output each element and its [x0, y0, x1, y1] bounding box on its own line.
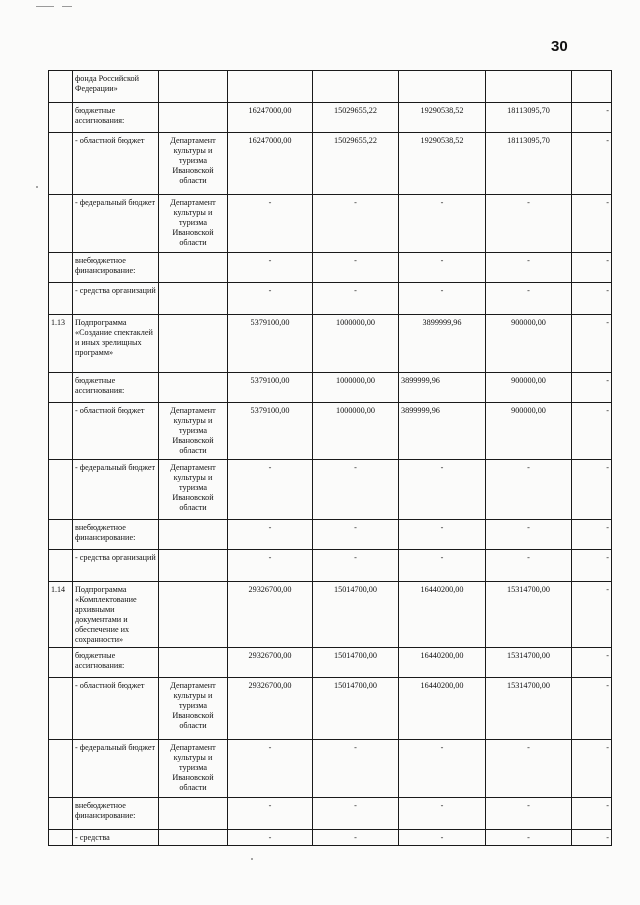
value-4: 18113095,70 — [486, 133, 572, 195]
value-1: - — [228, 520, 313, 550]
item-name: фонда Российской Федерации» — [73, 71, 159, 103]
table-row — [49, 798, 612, 830]
value-2: 1000000,00 — [313, 403, 399, 460]
value-5: - — [572, 315, 612, 373]
value-5: - — [572, 520, 612, 550]
row-number: 1.14 — [49, 582, 73, 648]
table-row — [49, 550, 612, 582]
value-4: 900000,00 — [486, 315, 572, 373]
item-name: Подпрограмма «Комплектование архивными документами и обеспечение их сохранности» — [73, 582, 159, 648]
executor: Департамент культуры и туризма Ивановской области — [159, 195, 228, 253]
value-4: 15314700,00 — [486, 582, 572, 648]
table-row — [49, 830, 612, 846]
value-1: - — [228, 195, 313, 253]
value-3: 3899999,96 — [399, 315, 486, 373]
item-name: бюджетные ассигнования: — [73, 373, 159, 403]
scan-mark — [36, 6, 54, 7]
item-name: - областной бюджет — [73, 403, 159, 460]
row-number — [49, 253, 73, 283]
executor: Департамент культуры и туризма Ивановской области — [159, 460, 228, 520]
executor — [159, 71, 228, 103]
value-1: 29326700,00 — [228, 648, 313, 678]
value-5: - — [572, 133, 612, 195]
value-3: - — [399, 550, 486, 582]
value-2: 15014700,00 — [313, 678, 399, 740]
value-1: 29326700,00 — [228, 678, 313, 740]
row-number — [49, 403, 73, 460]
value-4: - — [486, 550, 572, 582]
row-number — [49, 103, 73, 133]
value-5: - — [572, 403, 612, 460]
item-name: внебюджетное финансирование: — [73, 253, 159, 283]
page-number: 30 — [551, 38, 568, 55]
value-5: - — [572, 550, 612, 582]
row-number — [49, 520, 73, 550]
executor — [159, 283, 228, 315]
value-3: - — [399, 283, 486, 315]
row-number — [49, 678, 73, 740]
value-4: - — [486, 460, 572, 520]
table-row — [49, 253, 612, 283]
value-4: - — [486, 740, 572, 798]
row-number — [49, 648, 73, 678]
executor — [159, 830, 228, 846]
value-5: - — [572, 283, 612, 315]
value-3: - — [399, 830, 486, 846]
value-1: 29326700,00 — [228, 582, 313, 648]
table-row — [49, 195, 612, 253]
value-2: - — [313, 798, 399, 830]
value-2: - — [313, 460, 399, 520]
table-row — [49, 315, 612, 373]
value-2: - — [313, 520, 399, 550]
executor — [159, 373, 228, 403]
value-1: - — [228, 253, 313, 283]
value-5: - — [572, 798, 612, 830]
executor — [159, 648, 228, 678]
value-1 — [228, 71, 313, 103]
value-3: 19290538,52 — [399, 103, 486, 133]
value-2: - — [313, 253, 399, 283]
row-number — [49, 830, 73, 846]
executor — [159, 253, 228, 283]
value-4: 15314700,00 — [486, 678, 572, 740]
value-3: - — [399, 740, 486, 798]
value-4: 18113095,70 — [486, 103, 572, 133]
value-1: - — [228, 798, 313, 830]
item-name: - средства организаций — [73, 283, 159, 315]
table-row — [49, 133, 612, 195]
value-2: - — [313, 550, 399, 582]
value-4: - — [486, 520, 572, 550]
table-row — [49, 403, 612, 460]
value-4: 15314700,00 — [486, 648, 572, 678]
executor — [159, 550, 228, 582]
table-row — [49, 648, 612, 678]
value-2 — [313, 71, 399, 103]
item-name: внебюджетное финансирование: — [73, 798, 159, 830]
row-number — [49, 373, 73, 403]
table-row — [49, 373, 612, 403]
executor — [159, 798, 228, 830]
value-1: 5379100,00 — [228, 373, 313, 403]
value-5: - — [572, 195, 612, 253]
value-3: - — [399, 798, 486, 830]
value-5: - — [572, 582, 612, 648]
item-name: бюджетные ассигнования: — [73, 103, 159, 133]
executor: Департамент культуры и туризма Ивановской области — [159, 678, 228, 740]
table-row — [49, 520, 612, 550]
row-number — [49, 71, 73, 103]
table-row — [49, 740, 612, 798]
table-row — [49, 678, 612, 740]
value-2: 15014700,00 — [313, 582, 399, 648]
value-3: - — [399, 520, 486, 550]
item-name: Подпрограмма «Создание спектаклей и иных зрелищных программ» — [73, 315, 159, 373]
row-number — [49, 550, 73, 582]
item-name: бюджетные ассигнования: — [73, 648, 159, 678]
value-2: 15014700,00 — [313, 648, 399, 678]
value-2: 15029655,22 — [313, 103, 399, 133]
value-2: - — [313, 195, 399, 253]
row-number — [49, 798, 73, 830]
table-row — [49, 103, 612, 133]
value-5: - — [572, 740, 612, 798]
executor: Департамент культуры и туризма Ивановской области — [159, 740, 228, 798]
row-number — [49, 460, 73, 520]
item-name: - средства — [73, 830, 159, 846]
value-1: - — [228, 740, 313, 798]
value-2: 15029655,22 — [313, 133, 399, 195]
row-number — [49, 195, 73, 253]
executor — [159, 520, 228, 550]
value-5: - — [572, 253, 612, 283]
value-4: - — [486, 830, 572, 846]
table-row — [49, 71, 612, 103]
value-1: - — [228, 460, 313, 520]
value-3: 16440200,00 — [399, 648, 486, 678]
executor — [159, 582, 228, 648]
value-5: - — [572, 648, 612, 678]
item-name: - федеральный бюджет — [73, 740, 159, 798]
value-3: - — [399, 195, 486, 253]
item-name: - федеральный бюджет — [73, 460, 159, 520]
value-1: - — [228, 830, 313, 846]
value-3: 3899999,96 — [399, 403, 486, 460]
value-2: 1000000,00 — [313, 373, 399, 403]
value-2: - — [313, 740, 399, 798]
table-row — [49, 460, 612, 520]
value-4: - — [486, 195, 572, 253]
value-5: - — [572, 830, 612, 846]
value-3: 16440200,00 — [399, 582, 486, 648]
table-row — [49, 582, 612, 648]
value-5: - — [572, 460, 612, 520]
scan-mark — [251, 858, 253, 860]
row-number — [49, 740, 73, 798]
value-1: - — [228, 550, 313, 582]
value-3: 16440200,00 — [399, 678, 486, 740]
value-4 — [486, 71, 572, 103]
item-name: - средства организаций — [73, 550, 159, 582]
table-body — [49, 71, 612, 846]
item-name: внебюджетное финансирование: — [73, 520, 159, 550]
value-1: - — [228, 283, 313, 315]
value-2: 1000000,00 — [313, 315, 399, 373]
value-2: - — [313, 830, 399, 846]
value-3: 3899999,96 — [399, 373, 486, 403]
row-number — [49, 133, 73, 195]
item-name: - федеральный бюджет — [73, 195, 159, 253]
executor: Департамент культуры и туризма Ивановской области — [159, 133, 228, 195]
table-row — [49, 283, 612, 315]
executor — [159, 315, 228, 373]
item-name: - областной бюджет — [73, 678, 159, 740]
value-5: - — [572, 373, 612, 403]
value-3: - — [399, 460, 486, 520]
value-5: - — [572, 103, 612, 133]
scan-mark — [62, 6, 72, 7]
value-1: 5379100,00 — [228, 403, 313, 460]
value-4: - — [486, 283, 572, 315]
value-5 — [572, 71, 612, 103]
row-number — [49, 283, 73, 315]
scan-mark — [36, 186, 38, 188]
value-1: 16247000,00 — [228, 133, 313, 195]
executor: Департамент культуры и туризма Ивановской области — [159, 403, 228, 460]
value-3: - — [399, 253, 486, 283]
value-4: 900000,00 — [486, 403, 572, 460]
value-4: - — [486, 253, 572, 283]
budget-table — [48, 70, 612, 846]
value-1: 16247000,00 — [228, 103, 313, 133]
value-4: 900000,00 — [486, 373, 572, 403]
value-5: - — [572, 678, 612, 740]
value-2: - — [313, 283, 399, 315]
executor — [159, 103, 228, 133]
value-3: 19290538,52 — [399, 133, 486, 195]
value-4: - — [486, 798, 572, 830]
value-1: 5379100,00 — [228, 315, 313, 373]
value-3 — [399, 71, 486, 103]
item-name: - областной бюджет — [73, 133, 159, 195]
row-number: 1.13 — [49, 315, 73, 373]
